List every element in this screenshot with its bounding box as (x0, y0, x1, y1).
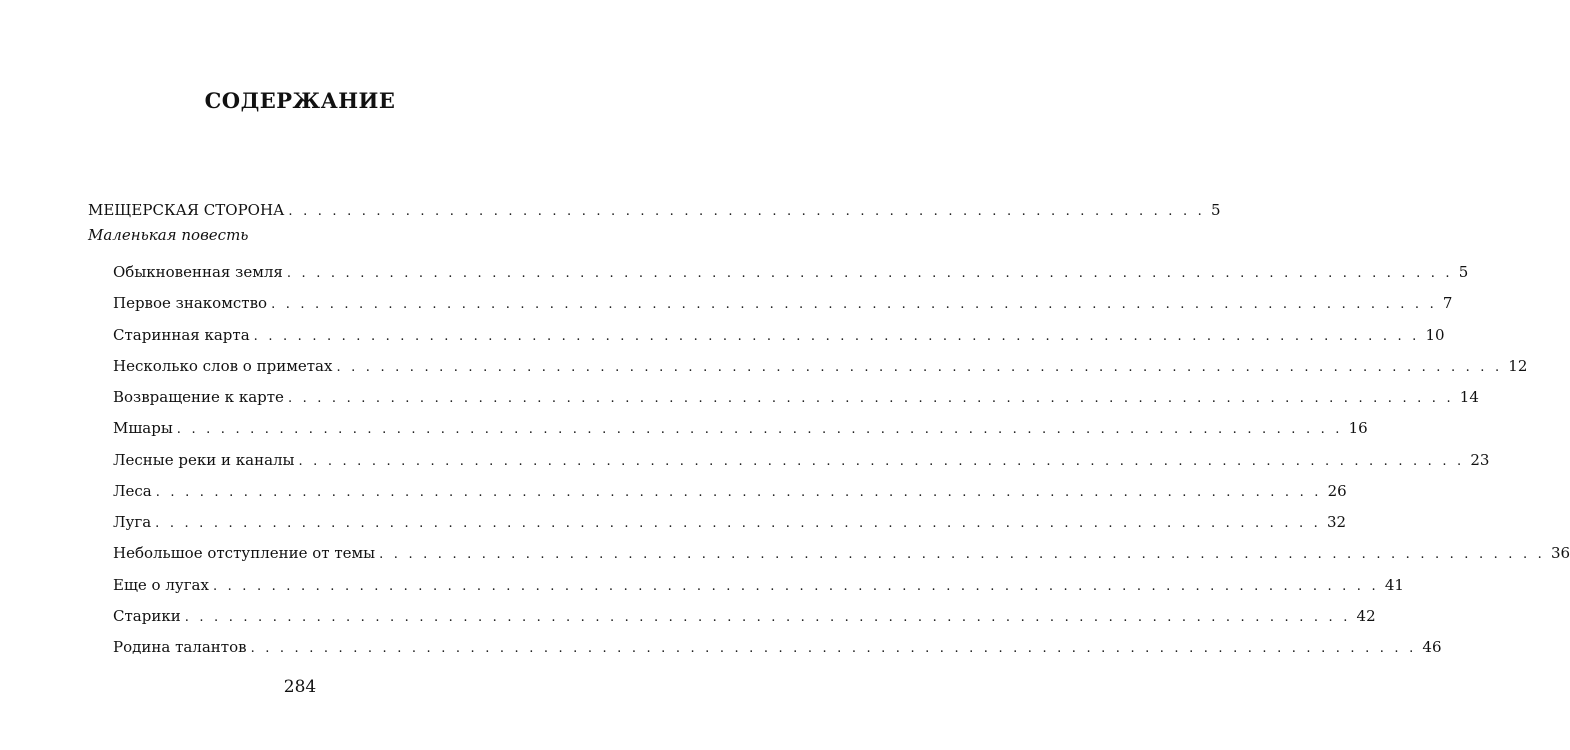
toc-chapter-row (113, 419, 1368, 438)
toc-chapter-page: 26 (1327, 481, 1347, 500)
toc-chapter-title: Мшары (113, 419, 173, 438)
toc-chapter-row (113, 575, 1404, 594)
toc-chapter-title: Луга (113, 513, 152, 531)
dot-leader: . . . . . . . . . . . . . . . . . . . . . . . . . . . . . . . . . . . . . . . . . . . . . . . . . . . . . . . . . . . . . . . . . . . . . . . . . . . . . . . . (212, 578, 1379, 594)
toc-chapter-title: Родина талантов (113, 638, 247, 656)
page-title: СОДЕРЖАНИЕ (204, 88, 396, 113)
toc-chapter-page: 42 (1356, 606, 1376, 625)
dot-leader: . . . . . . . . . . . . . . . . . . . . . . . . . . . . . . . . . . . . . . . . . . . . . . . . . . . . . . . . . . . . . . . . . . . . . . . . . . . . . . . . (176, 422, 1343, 438)
dot-leader: . . . . . . . . . . . . . . . . . . . . . . . . . . . . . . . . . . . . . . . . . . . . . . . . . . . . . . . . . . . . . . . . . . . . . . . . . . . . . . . . (379, 547, 1545, 563)
toc-chapter-row (113, 513, 1347, 531)
toc-chapter-row (113, 325, 1445, 344)
toc-chapter-page: 46 (1422, 638, 1442, 656)
dot-leader: . . . . . . . . . . . . . . . . . . . . . . . . . . . . . . . . . . . . . . . . . . . . . . . . . . . . . . . . . . . . . . . . . . . . . . . . . . . . . . . . (286, 266, 1453, 281)
toc-chapter-title: Возвращение к карте (113, 388, 284, 406)
toc-chapter-page: 5 (1458, 263, 1469, 281)
toc-chapter-title: Леса (113, 481, 152, 500)
toc-chapter-page: 7 (1442, 294, 1453, 313)
toc-chapter-title: Первое знакомство (113, 294, 268, 313)
dot-leader: . . . . . . . . . . . . . . . . . . . . . . . . . . . . . . . . . . . . . . . . . . . . . . . . . . . . . . . . . . . . . . . . . . . . . . . . . . . . . . . . (336, 359, 1503, 375)
toc-chapter-page: 23 (1470, 450, 1490, 469)
toc-entry-page: 5 (1210, 201, 1221, 219)
toc-chapter-page: 14 (1459, 388, 1479, 406)
toc-chapter-title: Старики (113, 606, 181, 625)
toc-chapter-title: Старинная карта (113, 325, 250, 344)
dot-leader: . . . . . . . . . . . . . . . . . . . . . . . . . . . . . . . . . . . . . . . . . . . . . . . . . . . . . . . . . . . . . . . . . . . . . . . . . . . . . . . . (271, 297, 1437, 313)
dot-leader: . . . . . . . . . . . . . . . . . . . . . . . . . . . . . . . . . . . . . . . . . . . . . . . . . . . . . . . . . . . . . . . . . . . . . . . . . . . . . . . . (155, 516, 1321, 531)
toc-chapter-page: 32 (1327, 513, 1347, 531)
toc-entry-title: МЕЩЕРСКАЯ СТОРОНА (88, 201, 285, 219)
toc-main-entry (88, 201, 1221, 219)
dot-leader: . . . . . . . . . . . . . . . . . . . . . . . . . . . . . . . . . . . . . . . . . . . . . . . . . . . . . . . . . . . . . . . (288, 204, 1205, 219)
toc-chapter-page: 12 (1508, 356, 1528, 375)
toc-chapter-page: 41 (1384, 575, 1404, 594)
toc-chapter-title: Еще о лугах (113, 575, 209, 594)
toc-chapter-row (113, 388, 1479, 406)
toc-chapter-title: Несколько слов о приметах (113, 356, 333, 375)
toc-chapter-row (113, 544, 1570, 563)
toc-chapter-row (113, 294, 1453, 313)
toc-chapter-title: Небольшое отступление от темы (113, 544, 376, 563)
dot-leader: . . . . . . . . . . . . . . . . . . . . . . . . . . . . . . . . . . . . . . . . . . . . . . . . . . . . . . . . . . . . . . . . . . . . . . . . . . . . . . . . (298, 453, 1465, 469)
dot-leader: . . . . . . . . . . . . . . . . . . . . . . . . . . . . . . . . . . . . . . . . . . . . . . . . . . . . . . . . . . . . . . . . . . . . . . . . . . . . . . . . (184, 609, 1351, 625)
toc-chapter-row (113, 638, 1442, 656)
toc-chapter-row (113, 481, 1347, 500)
dot-leader: . . . . . . . . . . . . . . . . . . . . . . . . . . . . . . . . . . . . . . . . . . . . . . . . . . . . . . . . . . . . . . . . . . . . . . . . . . . . . . . . (287, 391, 1454, 406)
toc-chapter-title: Лесные реки и каналы (113, 450, 295, 469)
toc-chapter-row (113, 606, 1376, 625)
toc-subtitle: Маленькая повесть (88, 226, 249, 244)
toc-chapter-row (113, 450, 1490, 469)
dot-leader: . . . . . . . . . . . . . . . . . . . . . . . . . . . . . . . . . . . . . . . . . . . . . . . . . . . . . . . . . . . . . . . . . . . . . . . . . . . . . . . . (250, 641, 1417, 656)
toc-chapter-page: 10 (1425, 325, 1445, 344)
dot-leader: . . . . . . . . . . . . . . . . . . . . . . . . . . . . . . . . . . . . . . . . . . . . . . . . . . . . . . . . . . . . . . . . . . . . . . . . . . . . . . . . (155, 484, 1322, 500)
dot-leader: . . . . . . . . . . . . . . . . . . . . . . . . . . . . . . . . . . . . . . . . . . . . . . . . . . . . . . . . . . . . . . . . . . . . . . . . . . . . . . . . (253, 328, 1420, 344)
toc-chapter-page: 36 (1550, 544, 1570, 563)
toc-chapter-title: Обыкновенная земля (113, 263, 283, 281)
toc-chapter-row (113, 263, 1469, 281)
toc-chapter-row (113, 356, 1528, 375)
toc-chapter-page: 16 (1348, 419, 1368, 438)
page-number: 284 (283, 677, 317, 697)
